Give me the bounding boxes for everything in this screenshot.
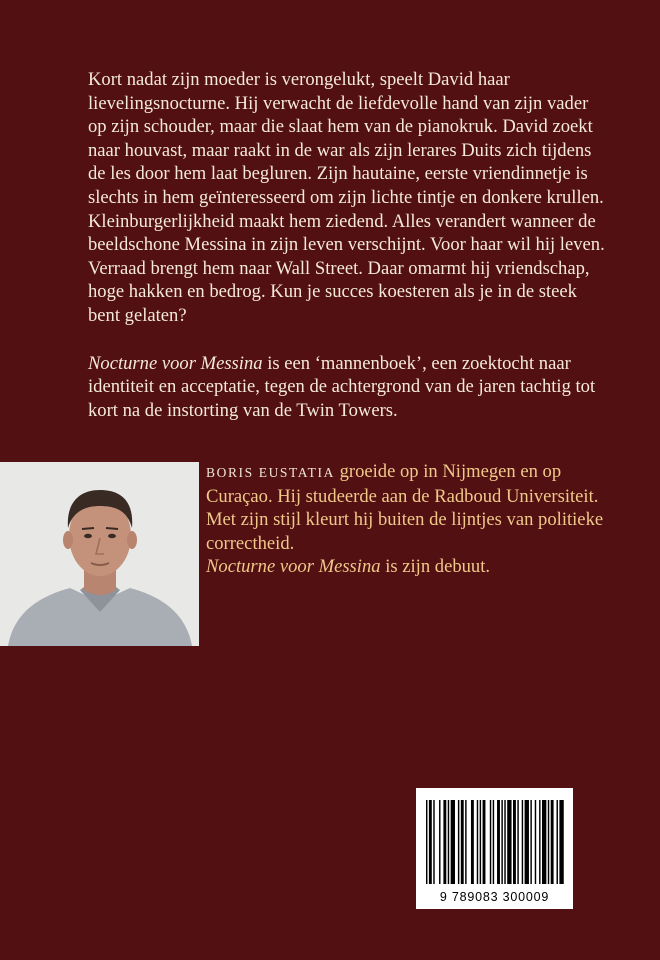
barcode-bar: [551, 800, 554, 884]
blurb-paragraph-synopsis: Kort nadat zijn moeder is verongelukt, speelt David haar lievelingsnocturne. Hij verwacht de liefdevolle hand van zijn vader op zijn schouder, maar die slaat hem van de pianokruk. David zoekt naar houvast, maar raakt in de war als zijn lerares Duits zich tijdens de les door hem laat begluren. Zijn hautaine, eerste vriendinnetje is slechts in hem geïnteresseerd om zijn lichte tintje en donkere krullen. Kleinburgerlijkheid maakt hem ziedend. Alles verandert wanneer de beeldschone Messina in zijn leven verschijnt. Voor haar wil hij leven. Verraad brengt hem naar Wall Street. Daar omarmt hij vriendschap, hoge hakken en bedrog. Kun je succes koesteren als je in de steek bent gelaten?: [88, 69, 605, 326]
book-title: Nocturne voor Messina: [88, 352, 263, 374]
barcode-bar: [477, 800, 478, 884]
barcode-icon: [416, 788, 573, 909]
author-name: BORIS EUSTATIA: [206, 465, 335, 480]
barcode-bar: [448, 800, 449, 884]
barcode-bar: [480, 800, 481, 884]
barcode-bar: [539, 800, 540, 884]
barcode-bar: [483, 800, 486, 884]
barcode-bar: [458, 800, 459, 884]
isbn-barcode: [416, 788, 573, 909]
barcode-bar: [465, 800, 466, 884]
author-portrait-icon: [0, 462, 199, 646]
barcode-bar: [548, 800, 549, 884]
barcode-bar: [461, 800, 464, 884]
barcode-bar: [507, 800, 511, 884]
barcode-bar: [490, 800, 491, 884]
barcode-bar: [433, 800, 434, 884]
barcode-bar: [535, 800, 536, 884]
author-bio: [206, 460, 626, 579]
barcode-bar: [497, 800, 500, 884]
barcode-bar: [557, 800, 558, 884]
debut-title: Nocturne voor Messina: [206, 556, 381, 578]
barcode-bar: [530, 800, 531, 884]
barcode-bar: [517, 800, 518, 884]
barcode-bar: [542, 800, 546, 884]
isbn-digits: 9 789083 300009: [439, 890, 550, 904]
barcode-bar: [513, 800, 516, 884]
barcode-bar: [439, 800, 440, 884]
debut-text: is zijn debuut.: [380, 556, 491, 578]
barcode-bar: [493, 800, 494, 884]
barcode-bar: [504, 800, 505, 884]
author-bio-text: groeide op in Nijmegen en op Curaçao. Hij studeerde aan de Radboud Universiteit. Met zijn stijl kleurt hij buiten de lijntjes van politieke correctheid.: [206, 461, 604, 554]
blurb-paragraph-summary: [88, 352, 608, 423]
barcode-bar: [429, 800, 432, 884]
barcode-bar: [471, 800, 474, 884]
author-photo: [0, 462, 199, 646]
back-cover-blurb: [88, 68, 608, 422]
barcode-bar: [426, 800, 427, 884]
blurb-summary-text: is een ‘mannenboek’, een zoektocht naar identiteit en acceptatie, tegen de achtergrond van de jaren tachtig tot kort na de instorting van de Twin Towers.: [88, 352, 596, 421]
barcode-bar: [501, 800, 502, 884]
barcode-bar: [559, 800, 563, 884]
barcode-bar: [451, 800, 455, 884]
barcode-bar: [525, 800, 529, 884]
barcode-bar: [443, 800, 446, 884]
barcode-bar: [522, 800, 523, 884]
